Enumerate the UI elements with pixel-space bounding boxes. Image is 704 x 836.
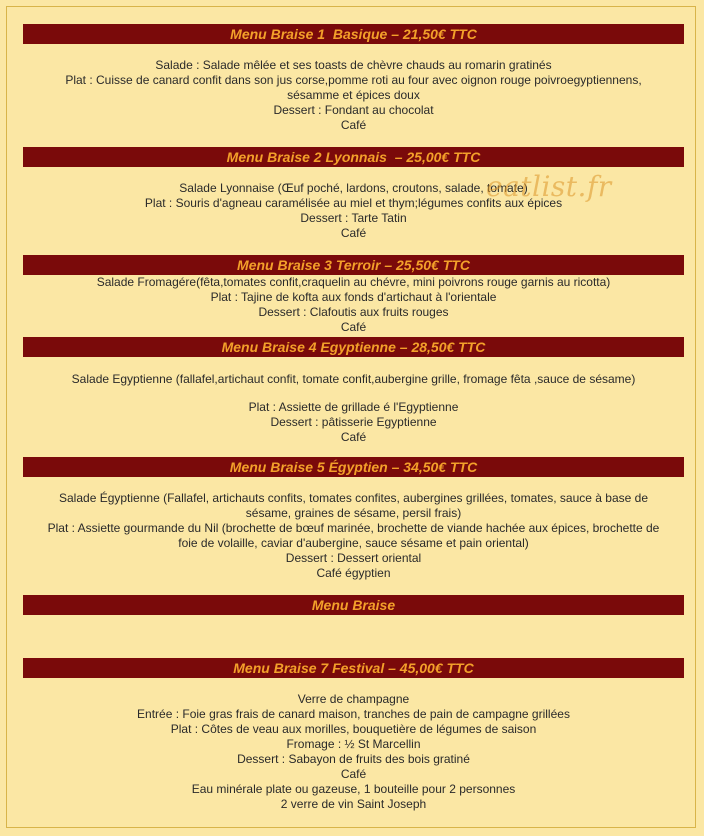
menu-description (23, 58, 684, 133)
menu-line: Fromage : ½ St Marcellin (286, 737, 421, 751)
menu-line: Entrée : Foie gras frais de canard maison, tranches de pain de campagne grillées (137, 707, 570, 721)
menu-title-bar: Menu Braise (23, 595, 684, 615)
menu-line: Dessert : Clafoutis aux fruits rouges (258, 305, 449, 319)
menu-line: Café (340, 430, 367, 444)
menu-title-bar: Menu Braise 5 Égyptien – 34,50€ TTC (23, 457, 684, 477)
menu-line: Dessert : Fondant au chocolat (273, 103, 434, 117)
menu-description (23, 491, 684, 581)
menu-section-7 (23, 658, 684, 812)
menu-line: Plat : Cuisse de canard confit dans son jus corse,pomme roti au four avec oignon rouge poivroegyptiennens, (65, 73, 642, 87)
menu-line: Salade : Salade mêlée et ses toasts de chèvre chauds au romarin gratinés (155, 58, 552, 72)
menu-description (23, 692, 684, 812)
menu-line: Salade Lyonnaise (Œuf poché, lardons, croutons, salade, tomate) (179, 181, 528, 195)
menu-title-bar: Menu Braise 1 Basique – 21,50€ TTC (23, 24, 684, 44)
menu-line: Salade Fromagére(fêta,tomates confit,craquelin au chévre, mini poivrons rouge garnis au ricotta) (96, 275, 611, 289)
menu-section-5 (23, 457, 684, 581)
menu-description (23, 372, 684, 445)
menu-line: Dessert : Tarte Tatin (300, 211, 407, 225)
menu-line (23, 387, 684, 400)
menu-line: Salade Egyptienne (fallafel,artichaut confit, tomate confit,aubergine grille, fromage fêta ,sauce de sésame) (71, 372, 636, 386)
menu-line: Café (340, 767, 367, 781)
menu-line: 2 verre de vin Saint Joseph (280, 797, 427, 811)
menu-description (23, 275, 684, 335)
menu-title-bar: Menu Braise 7 Festival – 45,00€ TTC (23, 658, 684, 678)
menu-line: Plat : Assiette de grillade é l'Egyptienne (248, 400, 459, 414)
watermark: eatlist.fr (486, 170, 612, 203)
menu-line: Salade Égyptienne (Fallafel, artichauts confits, tomates confites, aubergines grillées, tomates, sauce à base de (59, 491, 648, 505)
menu-line: Plat : Tajine de kofta aux fonds d'artichaut à l'orientale (210, 290, 497, 304)
menu-line: foie de volaille, caviar d'aubergine, sauce sésame et pain oriental) (178, 536, 529, 550)
menu-line: Plat : Côtes de veau aux morilles, bouquetière de légumes de saison (170, 722, 537, 736)
menu-section-1 (23, 24, 684, 133)
menu-line: Dessert : Sabayon de fruits des bois gratiné (237, 752, 470, 766)
menu-line: sésamme et épices doux (287, 88, 420, 102)
menu-line: Dessert : pâtisserie Egyptienne (270, 415, 437, 429)
menu-line: Plat : Souris d'agneau caramélisée au miel et thym;légumes confits aux épices (144, 196, 563, 210)
menu-line: Café (340, 226, 367, 240)
menu-line: Eau minérale plate ou gazeuse, 1 bouteille pour 2 personnes (191, 782, 516, 796)
menu-line: Plat : Assiette gourmande du Nil (brochette de bœuf marinée, brochette de viande hachée aux épices, brochette de (47, 521, 660, 535)
menu-line: Café (340, 118, 367, 132)
menu-line: Dessert : Dessert oriental (285, 551, 422, 565)
menu-title-bar: Menu Braise 4 Egyptienne – 28,50€ TTC (23, 337, 684, 357)
menu-title-bar: Menu Braise 2 Lyonnais – 25,00€ TTC (23, 147, 684, 167)
menu-section-3 (23, 255, 684, 335)
menu-line: Café égyptien (316, 566, 391, 580)
menu-section-4 (23, 337, 684, 445)
menu-line: sésame, graines de sésame, persil frais) (245, 506, 462, 520)
menu-line: Verre de champagne (297, 692, 410, 706)
menu-line: Café (340, 320, 367, 334)
menu-title-bar: Menu Braise 3 Terroir – 25,50€ TTC (23, 255, 684, 275)
menu-section-6 (23, 595, 684, 615)
